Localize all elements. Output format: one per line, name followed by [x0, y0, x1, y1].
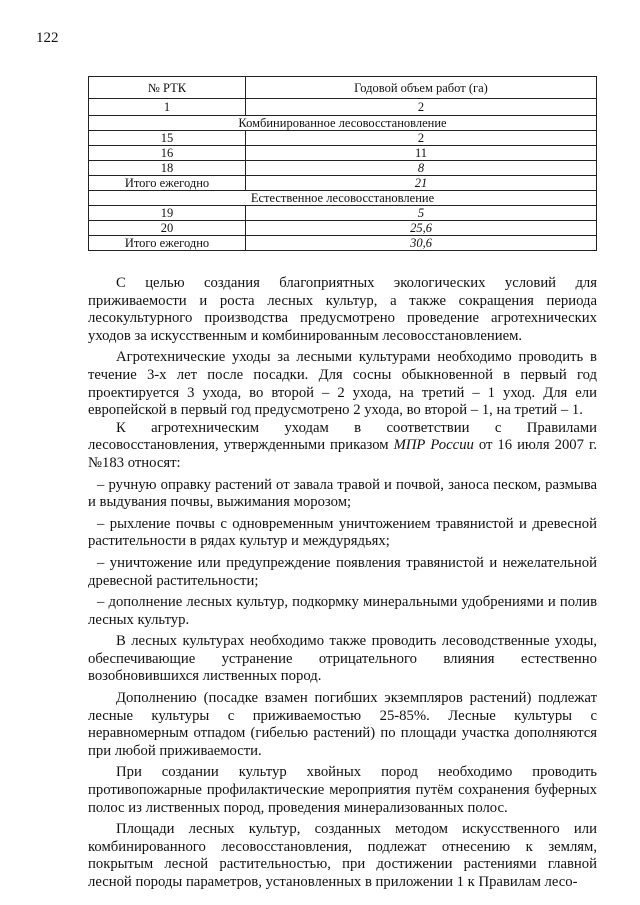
total-label: Итого ежегодно — [89, 236, 246, 251]
table-row — [89, 206, 597, 221]
paragraph: Дополнению (посадке взамен погибших экземпляров растений) подлежат лесные культуры с приживаемостью 25-85%. Лесные культуры с неравномерным отпадом (гибелью растений) по площади участка дополняются при любой приживаемости. — [88, 690, 597, 759]
page-number: 122 — [36, 30, 59, 46]
paragraph: Агротехнические уходы за лесными культурами необходимо проводить в течение 3-х лет после посадки. Для сосны обыкновенной в первый год проектируется 3 ухода, во второй – 2 ухода, на третий – 1 уход. Для ели европейской в первый год предусмотрено 2 ухода, во второй – 1, на третий – 1. — [88, 349, 597, 419]
volume-cell: 2 — [246, 131, 597, 146]
table-row — [89, 131, 597, 146]
table-row — [89, 146, 597, 161]
work-volume-table — [88, 76, 597, 251]
paragraph: С целью создания благоприятных экологических условий для приживаемости и роста лесных культур, а также сокращения периода лесокультурного производства предусмотрено проведение агротехнических уходов за искусственным и комбинированным лесовосстановлением. — [88, 275, 597, 344]
section-title-row — [89, 191, 597, 206]
paragraph — [88, 420, 597, 473]
volume-cell: 8 — [246, 161, 597, 176]
volume-cell: 25,6 — [246, 221, 597, 236]
volume-cell: 5 — [246, 206, 597, 221]
ministry-abbreviation: МПР России — [393, 437, 474, 454]
header-volume: Годовой объем работ (га) — [246, 77, 597, 99]
list-item: – уничтожение или предупреждение появления травянистой и нежелательной древесной растительности; — [88, 554, 597, 589]
list-item: – ручную оправку растений от завала травой и почвой, заноса песком, размыва и выдувания почвы, выжимания морозом; — [88, 476, 597, 511]
paragraph: В лесных культурах необходимо также проводить лесоводственные уходы, обеспечивающие устранение отрицательного влияния естественно возобновившихся лиственных пород. — [88, 633, 597, 685]
rtk-cell: 20 — [89, 221, 246, 236]
table-row — [89, 221, 597, 236]
paragraph-text: от 16 июля 2007 г. №183 относят: — [88, 437, 597, 471]
section-title: Естественное лесовосстановление — [89, 191, 597, 206]
rtk-cell: 15 — [89, 131, 246, 146]
column-number: 1 — [89, 99, 246, 116]
total-row — [89, 176, 597, 191]
table-header-row — [89, 77, 597, 99]
column-number-row — [89, 99, 597, 116]
body-text — [88, 275, 597, 892]
list-item: – дополнение лесных культур, подкормку минеральными удобрениями и полив лесных культур. — [88, 594, 597, 628]
rtk-cell: 19 — [89, 206, 246, 221]
total-value: 21 — [246, 176, 597, 191]
column-number: 2 — [246, 99, 597, 116]
table-row — [89, 161, 597, 176]
section-title-row — [89, 116, 597, 131]
paragraph-text: К агротехническим уходам в соответствии с Правилами лесовосстановления, утвержденными приказом — [88, 419, 597, 454]
volume-cell: 11 — [246, 146, 597, 161]
rtk-cell: 16 — [89, 146, 246, 161]
total-label: Итого ежегодно — [89, 176, 246, 191]
header-rtk: № РТК — [89, 77, 246, 99]
total-value: 30,6 — [246, 236, 597, 251]
rtk-cell: 18 — [89, 161, 246, 176]
paragraph: Площади лесных культур, созданных методом искусственного или комбинированного лесовосстановления, подлежат отнесению к землям, покрытым лесной растительностью, при достижении растениями главной лесной породы параметров, установленных в приложении 1 к Правилам лесо- — [88, 821, 597, 890]
list-item: – рыхление почвы с одновременным уничтожением травянистой и древесной растительности в рядах культур и междурядьях; — [88, 515, 597, 550]
paragraph: При создании культур хвойных пород необходимо проводить противопожарные профилактические мероприятия путём сохранения буферных полос из лиственных пород, проведения минерализованных полос. — [88, 764, 597, 816]
section-title: Комбинированное лесовосстановление — [89, 116, 597, 131]
total-row — [89, 236, 597, 251]
